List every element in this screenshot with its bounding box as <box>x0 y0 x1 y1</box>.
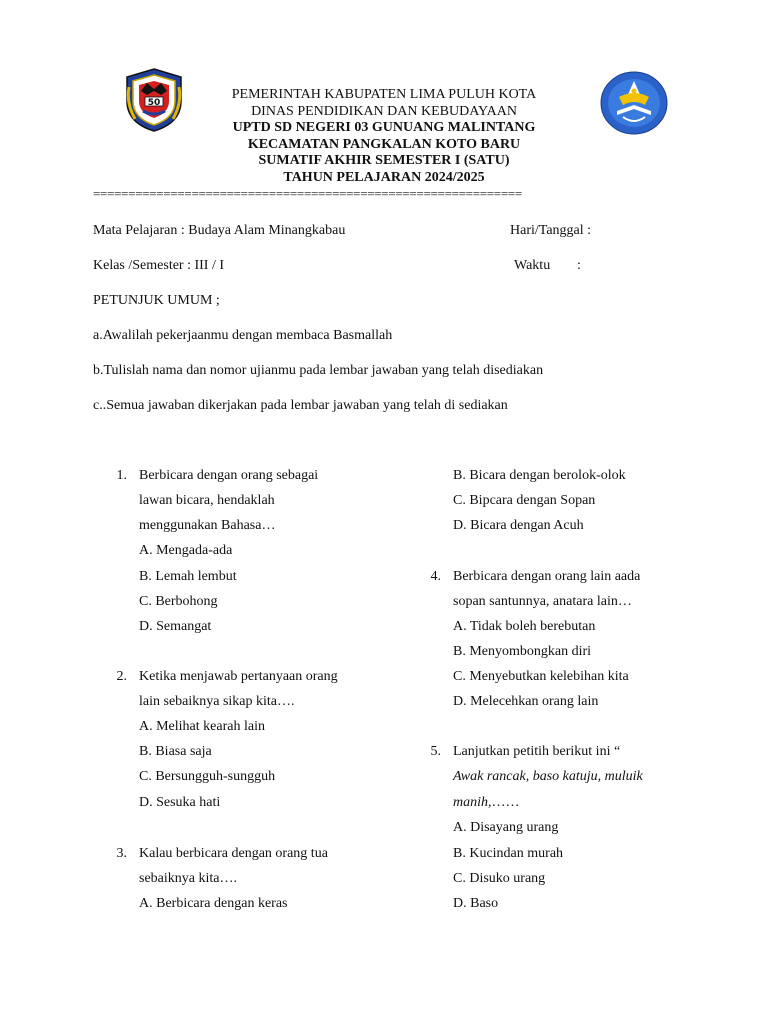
date-field: Hari/Tanggal : <box>510 223 592 238</box>
subject-field: Mata Pelajaran : Budaya Alam Minangkabau <box>93 223 346 238</box>
question-5-number: 5. <box>430 744 441 759</box>
question-4-option-b: B. Menyombongkan diri <box>453 644 592 659</box>
question-4-option-d: D. Melecehkan orang lain <box>453 694 599 709</box>
question-5-option-c: C. Disuko urang <box>453 871 546 886</box>
question-5-text-line3-italic: manih <box>453 795 488 810</box>
question-1-text-line2: lawan bicara, hendaklah <box>139 493 275 508</box>
question-1-option-b: B. Lemah lembut <box>139 569 237 584</box>
question-1-option-c: C. Berbohong <box>139 594 218 609</box>
instructions-heading: PETUNJUK UMUM ; <box>93 293 220 308</box>
instruction-b: b.Tulislah nama dan nomor ujianmu pada lembar jawaban yang telah disediakan <box>93 363 544 378</box>
question-5-option-d: D. Baso <box>453 896 499 911</box>
instruction-a: a.Awalilah pekerjaanmu dengan membaca Basmallah <box>93 328 393 343</box>
instruction-c: c..Semua jawaban dikerjakan pada lembar jawaban yang telah di sediakan <box>93 398 508 413</box>
question-3-option-b: B. Bicara dengan berolok-olok <box>453 468 626 483</box>
question-1-option-d: D. Semangat <box>139 619 212 634</box>
question-3-text-line2: sebaiknya kita…. <box>139 871 237 886</box>
question-3-option-c: C. Bipcara dengan Sopan <box>453 493 596 508</box>
question-5-option-a: A. Disayang urang <box>453 820 559 835</box>
question-4-option-a: A. Tidak boleh berebutan <box>453 619 596 634</box>
question-1-number: 1. <box>116 468 127 483</box>
header-district: KECAMATAN PANGKALAN KOTO BARU <box>247 136 521 152</box>
question-4-text-line1: Berbicara dengan orang lain aada <box>453 569 641 584</box>
emblem-number: 50 <box>147 98 161 108</box>
question-3-number: 3. <box>116 846 127 861</box>
question-2-option-c: C. Bersungguh-sungguh <box>139 769 276 784</box>
header-department: DINAS PENDIDIKAN DAN KEBUDAYAAN <box>251 103 517 119</box>
question-5-text-line2: Awak rancak, baso katuju, muluik <box>453 769 643 784</box>
question-2-text-line1: Ketika menjawab pertanyaan orang <box>139 669 338 684</box>
question-2-option-d: D. Sesuka hati <box>139 795 221 810</box>
question-5-text-line3 <box>453 794 520 812</box>
header-academic-year: TAHUN PELAJARAN 2024/2025 <box>283 169 485 185</box>
question-5-option-b: B. Kucindan murah <box>453 846 564 861</box>
question-5-text-line3-rest: ,…… <box>488 795 520 810</box>
header-government: PEMERINTAH KABUPATEN LIMA PULUH KOTA <box>231 87 537 102</box>
time-colon: : <box>577 258 581 273</box>
question-4-text-line2: sopan santunnya, anatara lain… <box>453 594 632 609</box>
question-2-option-a: A. Melihat kearah lain <box>139 719 265 734</box>
question-5-text-line1: Lanjutkan petitih berikut ini “ <box>453 744 621 759</box>
question-3-text-line1: Kalau berbicara dengan orang tua <box>139 846 328 861</box>
question-3-option-d: D. Bicara dengan Acuh <box>453 518 584 533</box>
header-school: UPTD SD NEGERI 03 GUNUANG MALINTANG <box>232 120 536 136</box>
header-exam-title: SUMATIF AKHIR SEMESTER I (SATU) <box>258 153 510 169</box>
question-3-option-a: A. Berbicara dengan keras <box>139 896 288 911</box>
question-2-text-line2: lain sebaiknya sikap kita…. <box>139 694 295 709</box>
question-1-text-line1: Berbicara dengan orang sebagai <box>139 468 319 483</box>
question-2-option-b: B. Biasa saja <box>139 744 212 759</box>
question-2-number: 2. <box>116 669 127 684</box>
time-label: Waktu <box>514 258 551 273</box>
question-1-text-line3: menggunakan Bahasa… <box>139 518 276 533</box>
question-4-number: 4. <box>430 569 441 584</box>
header-separator: ============================================================= <box>93 186 522 201</box>
document-header <box>147 87 618 187</box>
class-semester-field: Kelas /Semester : III / I <box>93 258 225 273</box>
question-1-option-a: A. Mengada-ada <box>139 543 233 558</box>
question-4-option-c: C. Menyebutkan kelebihan kita <box>453 669 629 684</box>
